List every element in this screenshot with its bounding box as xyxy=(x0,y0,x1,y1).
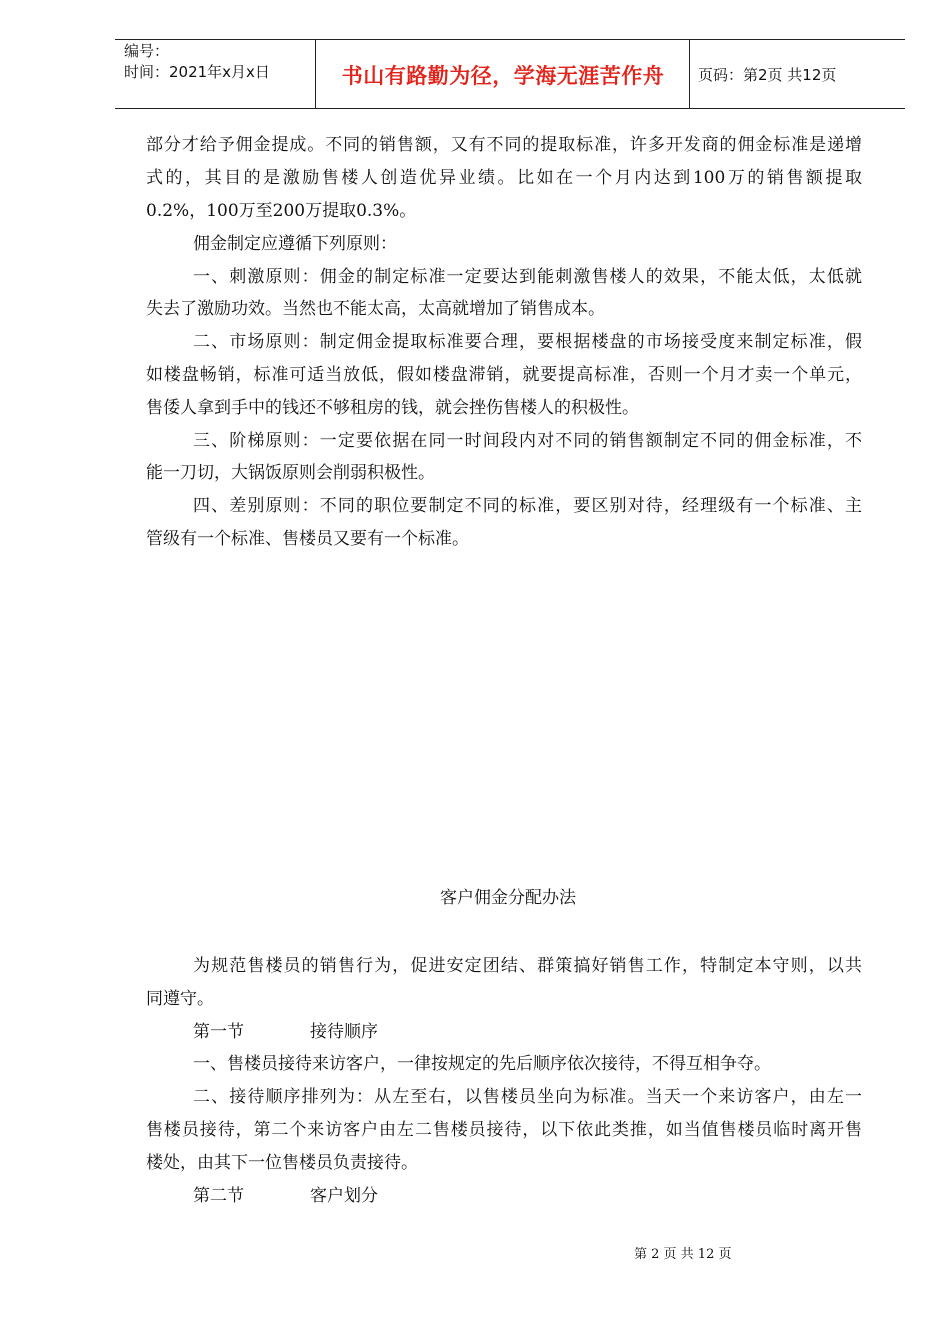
header-page-number: 页码：第2页 共12页 xyxy=(698,66,837,84)
paragraph-line: 佣金制定应遵循下列原则： xyxy=(193,234,397,254)
paragraph-line: 式的，其目的是激励售楼人创造优异业绩。比如在一个月内达到100万的销售额提取 xyxy=(146,168,862,188)
section-number: 第二节 xyxy=(193,1186,244,1206)
paragraph-line: 如楼盘畅销，标准可适当放低，假如楼盘滞销，就要提高标准，否则一个月才卖一个单元， xyxy=(146,365,862,385)
header-motto-cell xyxy=(315,40,690,108)
paragraph-line: 能一刀切，大锅饭原则会削弱积极性。 xyxy=(146,463,435,483)
paragraph-line: 四、差别原则：不同的职位要制定不同的标准，要区别对待，经理级有一个标准、主 xyxy=(193,496,862,516)
paragraph-line: 失去了激励功效。当然也不能太高，太高就增加了销售成本。 xyxy=(146,299,605,319)
document-number-label: 编号： xyxy=(124,42,170,60)
header-page-cell xyxy=(689,40,906,108)
header-motto: 书山有路勤为径，学海无涯苦作舟 xyxy=(341,64,665,88)
page-footer: 第 2 页 共 12 页 xyxy=(634,1247,732,1262)
document-time-label: 时间：2021年x月x日 xyxy=(124,63,270,81)
paragraph-line: 三、阶梯原则：一定要依据在同一时间段内对不同的销售额制定不同的佣金标准，不 xyxy=(193,431,862,451)
paragraph-line: 二、市场原则：制定佣金提取标准要合理，要根据楼盘的市场接受度来制定标准，假 xyxy=(193,332,862,352)
section-title: 客户划分 xyxy=(310,1186,378,1206)
paragraph-line: 一、刺激原则：佣金的制定标准一定要达到能刺激售楼人的效果，不能太低，太低就 xyxy=(193,267,862,287)
paragraph-line: 二、接待顺序排列为：从左至右，以售楼员坐向为标准。当天一个来访客户，由左一 xyxy=(193,1087,862,1107)
section-number: 第一节 xyxy=(193,1022,244,1042)
paragraph-line: 0.2%，100万至200万提取0.3%。 xyxy=(146,201,417,221)
paragraph-line: 部分才给予佣金提成。不同的销售额，又有不同的提取标准，许多开发商的佣金标准是递增 xyxy=(146,135,862,155)
section-title: 接待顺序 xyxy=(310,1022,378,1042)
paragraph-line: 一、售楼员接待来访客户，一律按规定的先后顺序依次接待，不得互相争夺。 xyxy=(193,1054,771,1074)
paragraph-line: 售楼员接待，第二个来访客户由左二售楼员接待，以下依此类推，如当值售楼员临时离开售 xyxy=(146,1120,862,1140)
document-title: 客户佣金分配办法 xyxy=(440,888,576,908)
page-header xyxy=(115,39,905,109)
paragraph-line: 楼处，由其下一位售楼员负责接待。 xyxy=(146,1153,418,1173)
paragraph-line: 管级有一个标准、售楼员又要有一个标准。 xyxy=(146,529,469,549)
paragraph-line: 为规范售楼员的销售行为，促进安定团结、群策搞好销售工作，特制定本守则，以共 xyxy=(193,956,862,976)
paragraph-line: 同遵守。 xyxy=(146,989,214,1009)
paragraph-line: 售倭人拿到手中的钱还不够租房的钱，就会挫伤售楼人的积极性。 xyxy=(146,398,639,418)
header-meta-cell xyxy=(115,40,315,108)
